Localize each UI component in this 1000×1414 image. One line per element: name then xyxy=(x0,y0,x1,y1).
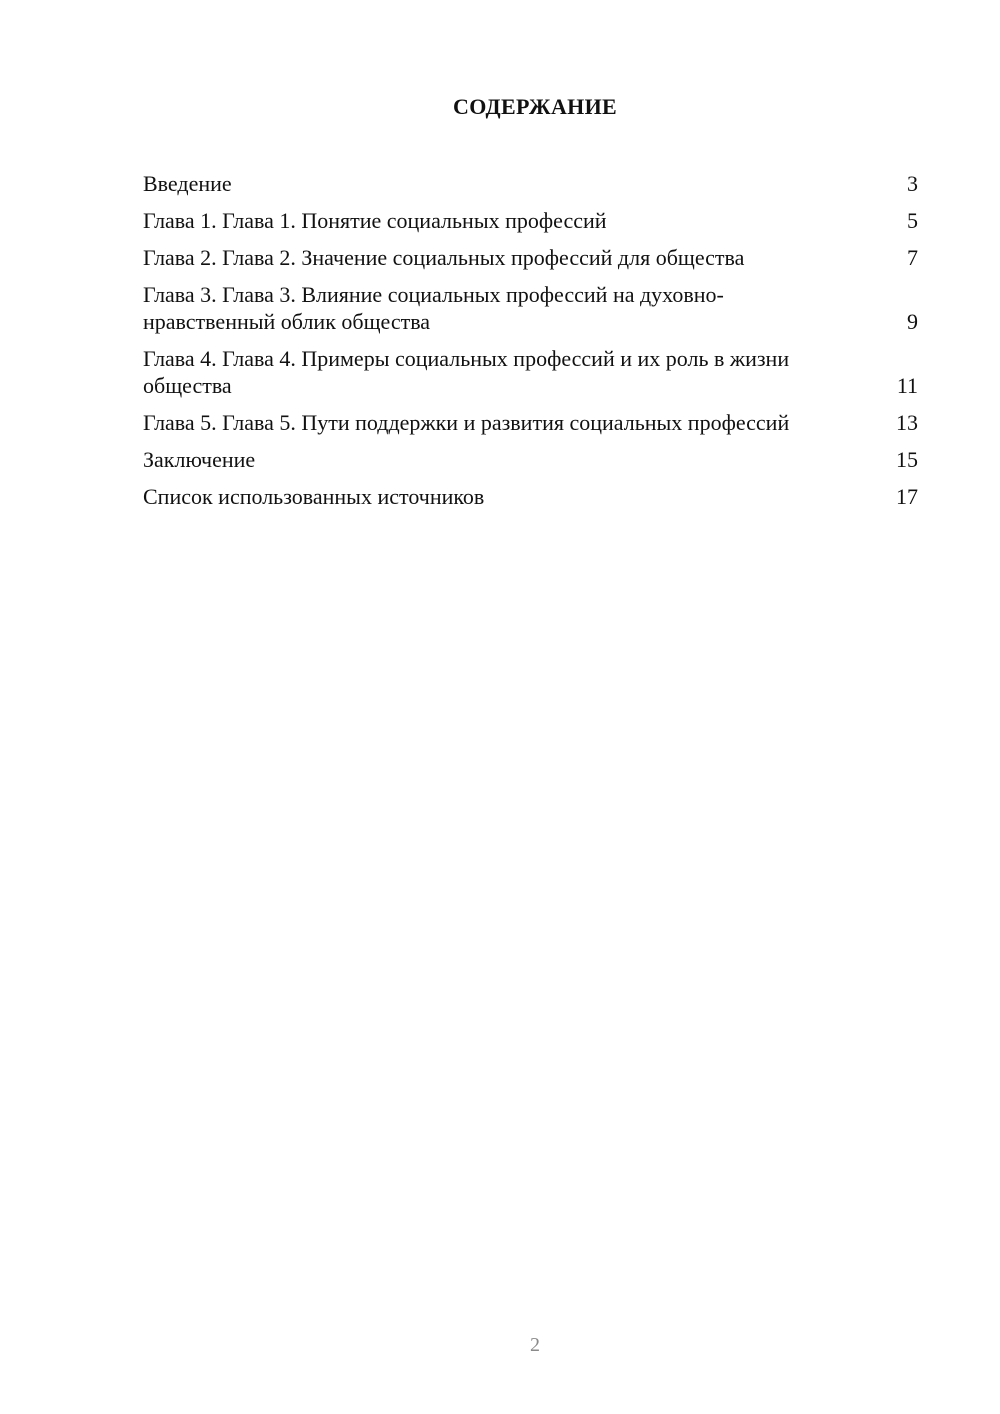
toc-entry-page: 3 xyxy=(907,171,918,196)
page-number: 2 xyxy=(530,1334,540,1356)
toc-entry-title: Глава 3. Глава 3. Влияние социальных профессий на духовно-нравственный облик общества xyxy=(143,282,724,334)
toc-entry-chapter-3 xyxy=(143,281,918,335)
toc-entry-title: Глава 5. Глава 5. Пути поддержки и развития социальных профессий xyxy=(143,410,790,435)
toc-entry-chapter-2 xyxy=(143,244,918,271)
toc-entry-chapter-5 xyxy=(143,409,918,436)
toc-entry-page: 5 xyxy=(907,208,918,233)
page-title: СОДЕРЖАНИЕ xyxy=(453,94,617,119)
toc-entry-page: 17 xyxy=(896,484,918,509)
toc-entry-title: Заключение xyxy=(143,447,256,472)
toc-entry-title: Список использованных источников xyxy=(143,484,485,509)
toc-entry-references xyxy=(143,483,918,510)
toc-entry-title: Глава 2. Глава 2. Значение социальных профессий для общества xyxy=(143,245,745,270)
table-of-contents xyxy=(143,170,918,520)
toc-entry-title: Глава 1. Глава 1. Понятие социальных профессий xyxy=(143,208,607,233)
toc-entry-conclusion xyxy=(143,446,918,473)
toc-entry-title: Глава 4. Глава 4. Примеры социальных профессий и их роль в жизни общества xyxy=(143,346,790,398)
toc-entry-introduction xyxy=(143,170,918,197)
toc-entry-chapter-1 xyxy=(143,207,918,234)
toc-entry-page: 13 xyxy=(896,410,918,435)
toc-entry-chapter-4 xyxy=(143,345,918,399)
toc-entry-page: 7 xyxy=(907,245,918,270)
toc-entry-title: Введение xyxy=(143,171,232,196)
toc-entry-page: 15 xyxy=(896,447,918,472)
toc-entry-page: 9 xyxy=(907,309,918,334)
toc-entry-page: 11 xyxy=(896,373,918,398)
